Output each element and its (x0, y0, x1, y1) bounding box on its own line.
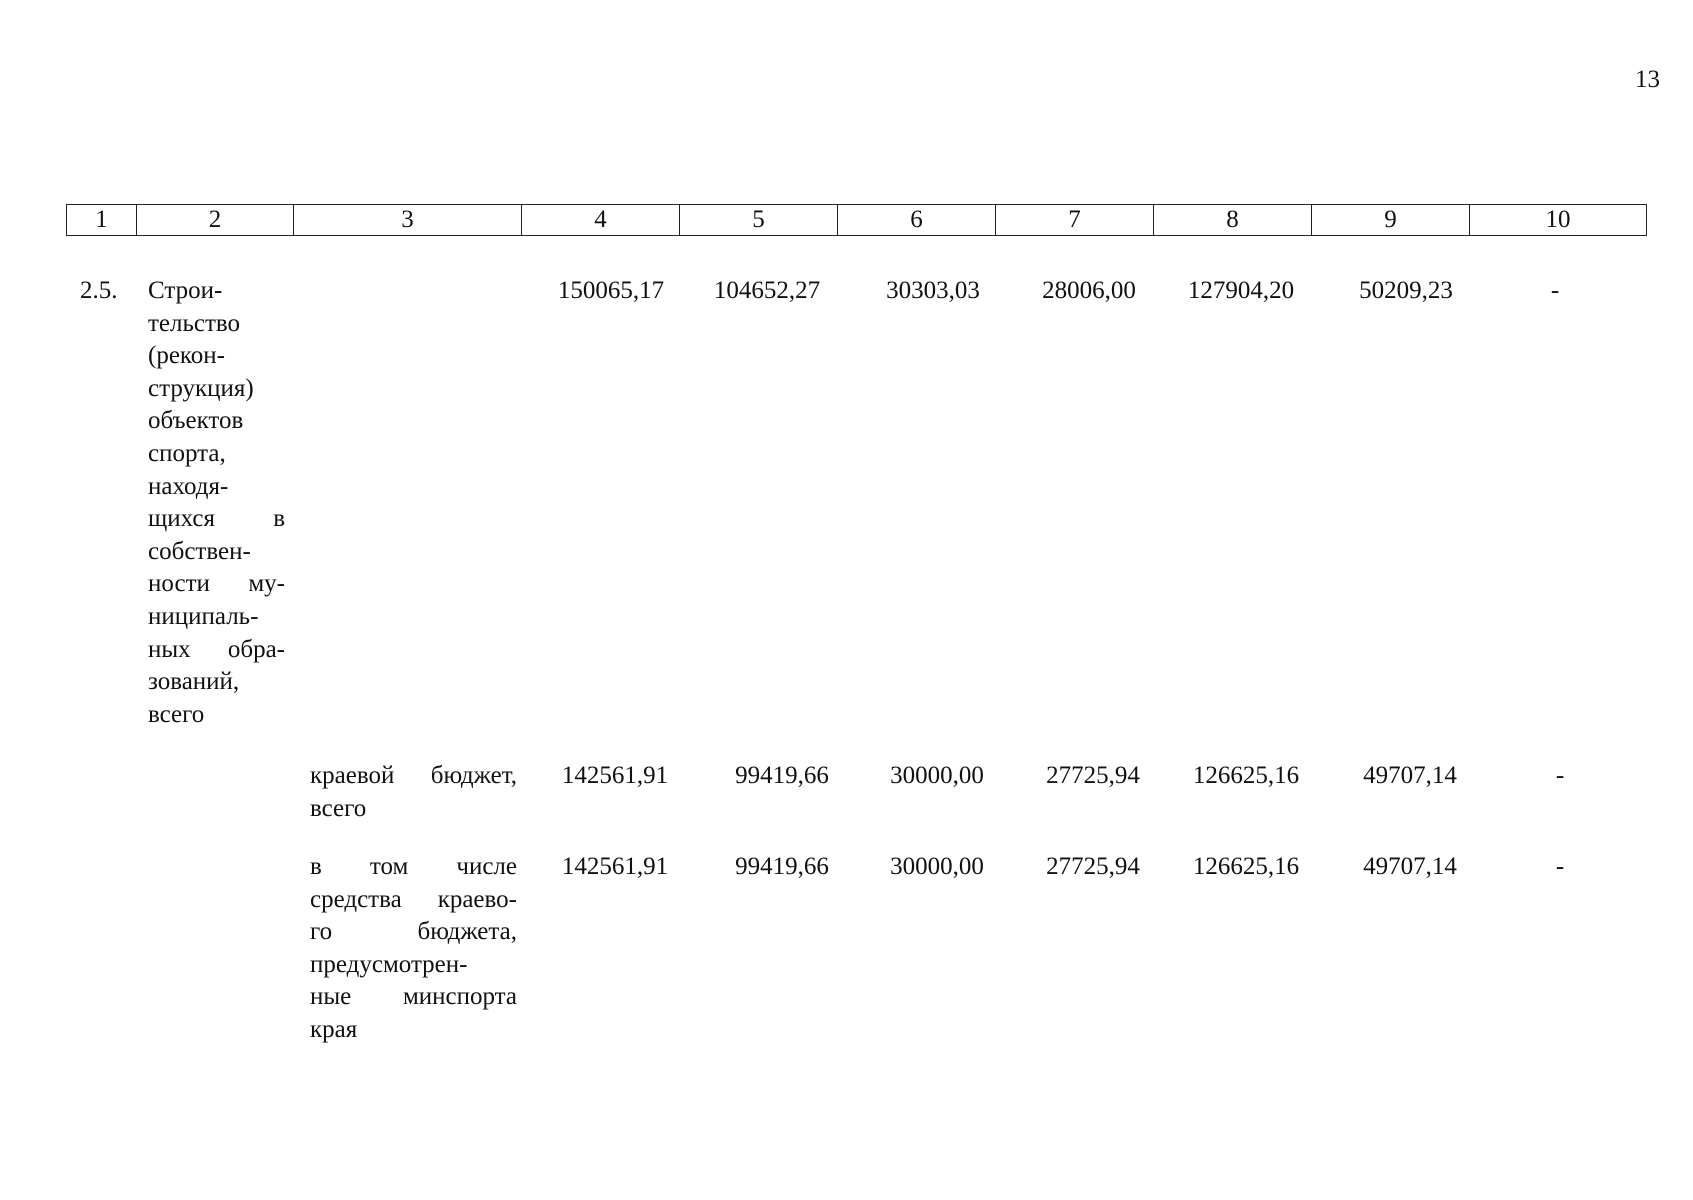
value-col-5: 104652,27 (713, 277, 821, 304)
column-number: 7 (996, 205, 1154, 236)
value-col-6: 30303,03 (886, 277, 980, 304)
column-number: 9 (1312, 205, 1470, 236)
item-name-line: ности му- (148, 570, 285, 598)
value-col-9: 50209,23 (1359, 277, 1453, 304)
column-number-header (66, 204, 1647, 236)
source-name-line: краевой бюджет, (310, 762, 517, 789)
value-col-4: 150065,17 (557, 277, 665, 304)
item-name-line: собствен- (148, 537, 251, 565)
source-name-line: всего (310, 794, 367, 822)
value-col-7: 27725,94 (1046, 853, 1140, 880)
source-name-line: предусмотрен- (310, 950, 468, 978)
item-number: 2.5. (80, 277, 118, 304)
value-col-4: 142561,91 (561, 762, 669, 789)
value-col-10: - (1555, 853, 1565, 880)
column-number: 2 (137, 205, 294, 236)
source-name-line: в том числе (310, 853, 517, 880)
item-name-line: ных обра- (148, 635, 285, 663)
column-number: 6 (838, 205, 996, 236)
value-col-10: - (1555, 762, 1565, 789)
value-col-5: 99419,66 (735, 762, 829, 789)
value-col-7: 28006,00 (1042, 277, 1136, 304)
value-col-8: 126625,16 (1192, 853, 1300, 880)
item-name-line: всего (148, 700, 205, 728)
source-name-line: го бюджета, (310, 918, 517, 946)
source-name (310, 851, 517, 1047)
item-name-line: спорта, (148, 439, 226, 467)
column-number: 10 (1470, 205, 1647, 236)
item-name-line: щихся в (148, 505, 285, 533)
source-name-line: ные минспорта (310, 983, 517, 1011)
source-name-line: средства краево- (310, 885, 517, 913)
value-col-6: 30000,00 (890, 762, 984, 789)
column-number: 4 (522, 205, 680, 236)
column-number: 3 (294, 205, 522, 236)
item-name-line: Строи- (148, 277, 223, 304)
source-name (310, 760, 517, 825)
source-name-line: края (310, 1015, 358, 1043)
item-name-line: тельство (148, 309, 241, 337)
item-name-line: (рекон- (148, 342, 226, 370)
item-name-line: находя- (148, 472, 229, 500)
item-name-line: зований, (148, 668, 240, 696)
value-col-8: 126625,16 (1192, 762, 1300, 789)
item-name-line: объектов (148, 407, 244, 435)
item-name-line: ниципаль- (148, 602, 259, 630)
value-col-4: 142561,91 (561, 853, 669, 880)
value-col-10: - (1550, 277, 1560, 304)
value-col-6: 30000,00 (890, 853, 984, 880)
value-col-8: 127904,20 (1187, 277, 1295, 304)
value-col-9: 49707,14 (1363, 853, 1457, 880)
page-number: 13 (1635, 66, 1660, 93)
column-number: 5 (680, 205, 838, 236)
item-name-line: струкция) (148, 374, 254, 402)
column-number: 8 (1154, 205, 1312, 236)
value-col-5: 99419,66 (735, 853, 829, 880)
value-col-7: 27725,94 (1046, 762, 1140, 789)
column-number: 1 (67, 205, 137, 236)
item-name (148, 275, 285, 731)
value-col-9: 49707,14 (1363, 762, 1457, 789)
